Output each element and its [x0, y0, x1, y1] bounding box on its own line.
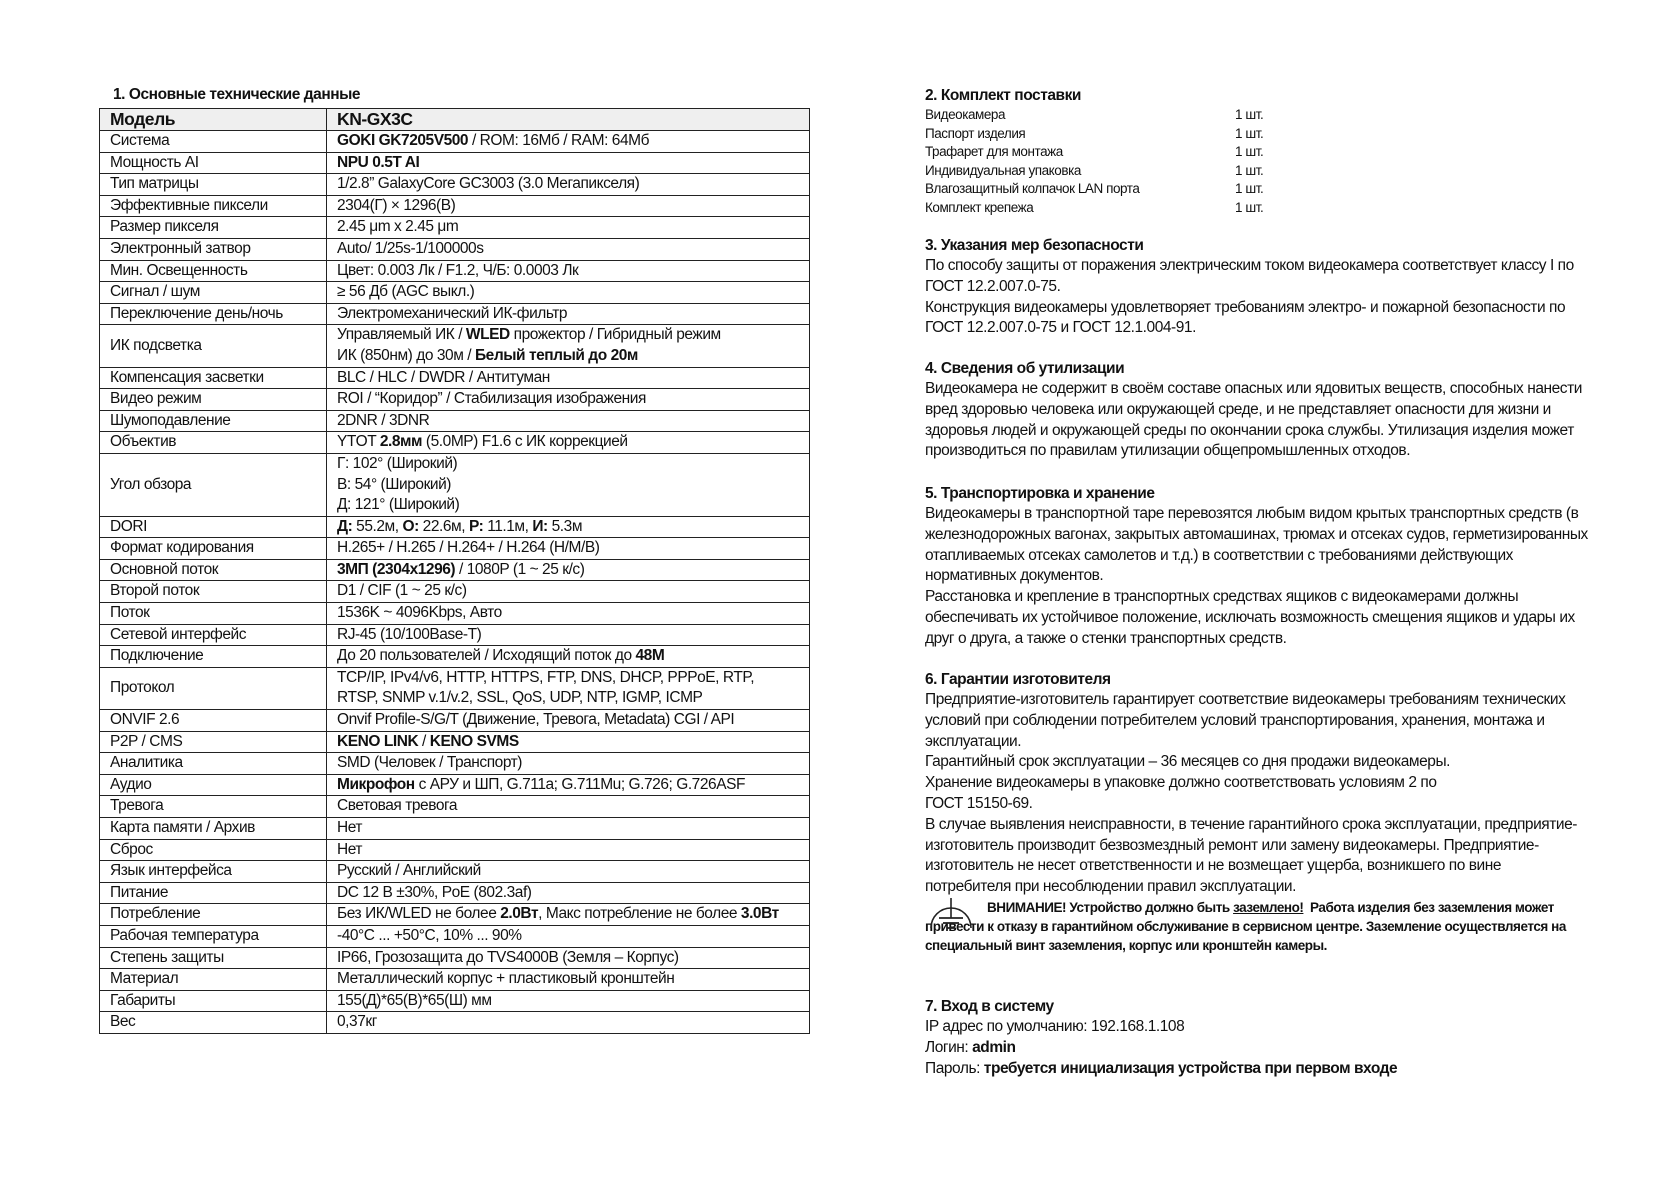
- bold-text: 2.8мм: [379, 433, 423, 451]
- spec-key: Основной поток: [100, 559, 327, 581]
- spec-value: [327, 195, 810, 217]
- spec-row: [100, 731, 810, 753]
- text: Без ИК/WLED не более: [337, 905, 501, 923]
- spec-value: [327, 753, 810, 775]
- text: Управляемый ИК /: [337, 326, 466, 344]
- spec-key: P2P / CMS: [100, 731, 327, 753]
- warning-line-1: ВНИМАНИЕ! Устройство должно быть заземлено! Работа изделия без заземления может: [987, 900, 1554, 915]
- kit-item: [925, 199, 1625, 218]
- spec-value-line: [337, 926, 809, 947]
- spec-key: Компенсация засветки: [100, 367, 327, 389]
- text: RTSP, SNMP v.1/v.2, SSL, QoS, UDP, NTP, IGMP, ICMP: [337, 689, 703, 707]
- spec-key: Вес: [100, 1012, 327, 1034]
- spec-value-line: [337, 904, 809, 925]
- warranty-title: 6. Гарантии изготовителя: [925, 671, 1111, 688]
- spec-row: [100, 195, 810, 217]
- text: 55.2м,: [352, 517, 403, 535]
- text: прожектор / Гибридный режим: [509, 326, 721, 344]
- spec-value-line: [337, 732, 809, 753]
- spec-row: [100, 538, 810, 560]
- spec-row: [100, 925, 810, 947]
- spec-key: DORI: [100, 516, 327, 538]
- text: / 1080P (1 ~ 25 к/с): [455, 560, 585, 578]
- spec-value: [327, 646, 810, 668]
- spec-row: [100, 796, 810, 818]
- spec-row: [100, 410, 810, 432]
- ground-symbol-icon: [927, 896, 975, 936]
- spec-value: [327, 325, 810, 367]
- kit-item-qty: 1 шт.: [1235, 144, 1264, 160]
- bold-text: Р:: [468, 517, 484, 535]
- text: YTOT: [337, 433, 380, 451]
- spec-row: [100, 603, 810, 625]
- spec-value-line: [337, 282, 809, 303]
- text: 5.3м: [547, 517, 583, 535]
- spec-value-line: [337, 517, 809, 538]
- spec-key: Сброс: [100, 839, 327, 861]
- text: Нет: [337, 819, 363, 836]
- text: Нет: [337, 840, 363, 858]
- spec-value-line: [337, 475, 809, 496]
- spec-value: [327, 174, 810, 196]
- spec-value: [327, 990, 810, 1012]
- spec-key: Эффективные пиксели: [100, 195, 327, 217]
- spec-value-line: [337, 538, 809, 559]
- spec-key: Второй поток: [100, 581, 327, 603]
- kit-item-qty: 1 шт.: [1235, 125, 1264, 141]
- kit-section: [925, 86, 1625, 218]
- spec-value-line: [337, 1012, 809, 1033]
- spec-key: Переключение день/ночь: [100, 303, 327, 325]
- spec-value-line: [337, 948, 809, 969]
- spec-value-line: [337, 840, 809, 861]
- spec-value: [327, 796, 810, 818]
- spec-row: [100, 710, 810, 732]
- text: с АРУ и ШП, G.711a; G.711Mu; G.726; G.726ASF: [414, 775, 745, 793]
- spec-value-line: [337, 325, 809, 346]
- spec-row: [100, 303, 810, 325]
- spec-value-line: [337, 217, 809, 238]
- text: D1 / CIF (1 ~ 25 к/с): [337, 582, 467, 600]
- spec-value: [327, 624, 810, 646]
- spec-value-line: [337, 196, 809, 217]
- spec-value: [327, 432, 810, 454]
- spec-value-line: [337, 411, 809, 432]
- spec-value-line: [337, 969, 809, 990]
- default-login: Логин: admin: [925, 1038, 1016, 1056]
- spec-value-line: [337, 560, 809, 581]
- spec-value-line: [337, 796, 809, 817]
- text: Световая тревога: [337, 797, 458, 815]
- bold-text: Белый теплый до 20м: [474, 346, 638, 364]
- text: Цвет: 0.003 Лк / F1.2, Ч/Б: 0.0003 Лк: [337, 261, 579, 279]
- spec-row: [100, 882, 810, 904]
- text: RJ-45 (10/100Base-T): [337, 625, 482, 643]
- spec-row: [100, 238, 810, 260]
- spec-value: [327, 603, 810, 625]
- spec-key: Сигнал / шум: [100, 282, 327, 304]
- warning-line-3: специальный винт заземления, корпус или кронштейн камеры.: [925, 938, 1327, 954]
- text: 2.45 μm x 2.45 μm: [337, 218, 459, 236]
- spec-value-line: [337, 668, 809, 689]
- spec-value: [327, 282, 810, 304]
- spec-section-title: 1. Основные технические данные: [113, 86, 361, 103]
- spec-row: [100, 367, 810, 389]
- spec-key: Аудио: [100, 774, 327, 796]
- disposal-text: Видеокамера не содержит в своём составе опасных или ядовитых веществ, способных нанести вред здоровью человека или окружающей среде, и не представляет опасности для жизни и здоровья людей и окружающей среды по окончании срока службы. Утилизация изделия может производиться по правилам утилизации общепромышленных отходов.: [925, 380, 1582, 460]
- kit-item-name: Влагозащитный колпачок LAN порта: [925, 181, 1140, 197]
- spec-key: Рабочая температура: [100, 925, 327, 947]
- spec-value-line: [337, 131, 809, 152]
- spec-row: [100, 559, 810, 581]
- spec-key: ИК подсветка: [100, 325, 327, 367]
- spec-value: [327, 152, 810, 174]
- spec-key: Подключение: [100, 646, 327, 668]
- spec-row: [100, 453, 810, 516]
- text: /: [418, 732, 430, 750]
- kit-item: [925, 106, 1625, 125]
- spec-key: Шумоподавление: [100, 410, 327, 432]
- kit-item-name: Паспорт изделия: [925, 125, 1026, 141]
- spec-value-line: [337, 304, 809, 325]
- spec-row: [100, 861, 810, 883]
- spec-key: Формат кодирования: [100, 538, 327, 560]
- spec-value: [327, 667, 810, 709]
- spec-key: Потребление: [100, 904, 327, 926]
- spec-value: [327, 303, 810, 325]
- spec-row: [100, 818, 810, 840]
- kit-item-qty: 1 шт.: [1235, 199, 1264, 215]
- spec-value: [327, 839, 810, 861]
- kit-item: [925, 143, 1625, 162]
- spec-row: [100, 174, 810, 196]
- spec-row: [100, 839, 810, 861]
- bold-text: 3МП (2304x1296): [337, 560, 456, 578]
- text: 2DNR / 3DNR: [337, 411, 430, 429]
- spec-key: Мощность AI: [100, 152, 327, 174]
- text: BLC / HLC / DWDR / Антитуман: [337, 368, 550, 386]
- spec-value-line: [337, 991, 809, 1012]
- warranty-text: Предприятие-изготовитель гарантирует соответствие видеокамеры требованиям технических условий при соблюдении потребителем условий транспортирования, хранения, монтажа и эксплуатации. Гарантийный срок эксплуатации – 36 месяцев со дня продажи видеокамеры. Хранение видеокамеры в упаковке должно соответствовать условиям 2 по ГОСТ 15150-69. В случае выявления неисправности, в течение гарантийного срока эксплуатации, предприятие- изготовитель производит безвозмездный ремонт или замену видеокамеры. Предприятие- изготовитель не несет ответственности и не возмещает ущерба, возникшего по вине потребителя при несоблюдении правил эксплуатации.: [925, 691, 1577, 896]
- text: DC 12 В ±30%, PoE (802.3af): [337, 883, 532, 901]
- spec-row: [100, 904, 810, 926]
- spec-value-line: [337, 883, 809, 904]
- spec-value: [327, 1012, 810, 1034]
- text: ≥ 56 Дб (AGC выкл.): [337, 283, 475, 301]
- text: Д: 121° (Широкий): [337, 496, 460, 514]
- spec-value: [327, 410, 810, 432]
- spec-value: [327, 731, 810, 753]
- bold-text: GOKI GK7205V500: [337, 132, 469, 149]
- spec-value-line: [337, 239, 809, 260]
- spec-row: [100, 624, 810, 646]
- kit-list: [925, 106, 1625, 218]
- bold-text: KENO SVMS: [429, 732, 519, 750]
- spec-value-line: [337, 861, 809, 882]
- warranty-section: [925, 670, 1625, 898]
- spec-key: Тревога: [100, 796, 327, 818]
- spec-value-line: [337, 432, 809, 453]
- spec-value: [327, 774, 810, 796]
- spec-row: [100, 646, 810, 668]
- disposal-section: [925, 359, 1625, 462]
- spec-key: Аналитика: [100, 753, 327, 775]
- spec-value: [327, 969, 810, 991]
- text: IP66, Грозозащита до TVS4000В (Земля – Корпус): [337, 948, 679, 966]
- bold-text: NPU 0.5T AI: [337, 153, 420, 171]
- spec-key: Размер пикселя: [100, 217, 327, 239]
- bold-text: Д:: [337, 517, 353, 535]
- bold-text: 2.0Вт: [500, 905, 539, 923]
- spec-value-line: [337, 261, 809, 282]
- safety-section: [925, 236, 1625, 339]
- bold-text: 48М: [635, 647, 665, 665]
- spec-value: [327, 818, 810, 840]
- spec-row: [100, 432, 810, 454]
- default-ip: IP адрес по умолчанию: 192.168.1.108: [925, 1018, 1185, 1035]
- text: -40°C ... +50°C, 10% ... 90%: [337, 926, 522, 944]
- spec-value: [327, 538, 810, 560]
- spec-key: Сетевой интерфейс: [100, 624, 327, 646]
- transport-section: [925, 484, 1625, 650]
- spec-value: [327, 559, 810, 581]
- text: Электромеханический ИК-фильтр: [337, 304, 568, 322]
- kit-item-name: Комплект крепежа: [925, 199, 1034, 215]
- spec-key: Система: [100, 131, 327, 153]
- kit-item-qty: 1 шт.: [1235, 162, 1264, 178]
- spec-value: [327, 861, 810, 883]
- spec-row: [100, 667, 810, 709]
- login-section: [925, 997, 1625, 1079]
- spec-row: [100, 389, 810, 411]
- spec-key: Поток: [100, 603, 327, 625]
- text: До 20 пользователей / Исходящий поток до: [337, 647, 636, 665]
- safety-text: По способу защиты от поражения электрическим током видеокамера соответствует классу I по ГОСТ 12.2.007.0-75. Конструкция видеокамеры удовлетворяет требованиям электро- и пожарной безопасности по ГОСТ 12.2.007.0-75 и ГОСТ 12.1.004-91.: [925, 257, 1574, 337]
- text: (5.0MP) F1.6 с ИК коррекцией: [422, 433, 628, 451]
- disposal-title: 4. Сведения об утилизации: [925, 360, 1125, 377]
- bold-text: И:: [532, 517, 548, 535]
- bold-text: Микрофон: [337, 775, 415, 793]
- text: Русский / Английский: [337, 862, 481, 880]
- spec-value-line: [337, 153, 809, 174]
- spec-key: Электронный затвор: [100, 238, 327, 260]
- spec-value: [327, 710, 810, 732]
- spec-key: Габариты: [100, 990, 327, 1012]
- warning-line-2: привести к отказу в гарантийном обслуживание в сервисном центре. Заземление осуществляется на: [925, 919, 1566, 935]
- spec-key: Угол обзора: [100, 453, 327, 516]
- spec-value: [327, 217, 810, 239]
- bold-text: О:: [402, 517, 419, 535]
- text: 1/2.8” GalaxyCore GC3003 (3.0 Мегапикселя): [337, 175, 640, 193]
- spec-row: [100, 969, 810, 991]
- transport-title: 5. Транспортировка и хранение: [925, 485, 1155, 502]
- spec-row: [100, 282, 810, 304]
- spec-value: [327, 947, 810, 969]
- spec-key: Объектив: [100, 432, 327, 454]
- spec-value-line: [337, 625, 809, 646]
- spec-key: Карта памяти / Архив: [100, 818, 327, 840]
- spec-value: [327, 453, 810, 516]
- spec-key: Язык интерфейса: [100, 861, 327, 883]
- text: Onvif Profile-S/G/T (Движение, Тревога, Metadata) CGI / API: [337, 711, 735, 729]
- kit-item: [925, 180, 1625, 199]
- bold-text: KENO LINK: [337, 732, 419, 750]
- spec-value-line: [337, 581, 809, 602]
- spec-table: [99, 108, 810, 1034]
- spec-value-line: [337, 646, 809, 667]
- kit-item-qty: 1 шт.: [1235, 107, 1264, 122]
- text: 11.1м,: [483, 517, 533, 535]
- spec-row: [100, 152, 810, 174]
- spec-value-line: [337, 346, 809, 367]
- header-key: Модель: [100, 109, 327, 131]
- safety-title: 3. Указания мер безопасности: [925, 237, 1144, 254]
- spec-row: [100, 774, 810, 796]
- spec-value-line: [337, 368, 809, 389]
- default-password: Пароль: требуется инициализация устройства при первом входе: [925, 1059, 1398, 1077]
- text: 0,37кг: [337, 1013, 377, 1031]
- spec-value: [327, 260, 810, 282]
- spec-key: Тип матрицы: [100, 174, 327, 196]
- text: / ROM: 16Мб / RAM: 64Мб: [468, 132, 650, 149]
- text: Металлический корпус + пластиковый кронштейн: [337, 970, 675, 988]
- spec-row: [100, 947, 810, 969]
- spec-value-line: [337, 818, 809, 839]
- text: Auto/ 1/25s-1/100000s: [337, 239, 484, 257]
- spec-row: [100, 217, 810, 239]
- kit-item-qty: 1 шт.: [1235, 181, 1264, 197]
- spec-key: Протокол: [100, 667, 327, 709]
- spec-row: [100, 753, 810, 775]
- bold-text: WLED: [465, 326, 510, 344]
- spec-value-line: [337, 454, 809, 475]
- text: 22.6м,: [418, 517, 469, 535]
- spec-row: [100, 990, 810, 1012]
- text: ИК (850нм) до 30м /: [337, 346, 475, 364]
- kit-item-name: Индивидуальная упаковка: [925, 162, 1081, 178]
- spec-value: [327, 367, 810, 389]
- grounding-warning: [925, 898, 1625, 956]
- spec-key: Питание: [100, 882, 327, 904]
- spec-value-line: [337, 688, 809, 709]
- spec-value-line: [337, 753, 809, 774]
- transport-text: Видеокамеры в транспортной таре перевозятся любым видом крытых транспортных средств (в железнодорожных вагонах, закрытых автомашинах, трюмах и отсеках судов, герметизированных отапливаемых отсеках самолетов и т.д.) в соответствии с требованиями действующих нормативных документов. Расстановка и крепление в транспортных средствах ящиков с видеокамерами должны обеспечивать их устойчивое положение, исключать возможность смещения ящиков и удары их друг о друга, а также о стенки транспортных средств.: [925, 505, 1588, 647]
- spec-key: ONVIF 2.6: [100, 710, 327, 732]
- spec-value: [327, 516, 810, 538]
- spec-row: [100, 516, 810, 538]
- spec-row: [100, 325, 810, 367]
- text: ROI / “Коридор” / Стабилизация изображения: [337, 390, 646, 408]
- spec-value-line: [337, 603, 809, 624]
- kit-item: [925, 125, 1625, 144]
- text: Г: 102° (Широкий): [337, 454, 458, 472]
- spec-value: [327, 904, 810, 926]
- spec-row: [100, 131, 810, 153]
- kit-title: 2. Комплект поставки: [925, 87, 1081, 104]
- spec-header-row: [100, 109, 810, 131]
- text: SMD (Человек / Транспорт): [337, 754, 523, 772]
- text: H.265+ / H.265 / H.264+ / H.264 (H/M/B): [337, 539, 600, 557]
- spec-key: Видео режим: [100, 389, 327, 411]
- spec-row: [100, 260, 810, 282]
- spec-value: [327, 581, 810, 603]
- login-title: 7. Вход в систему: [925, 998, 1054, 1015]
- text: 2304(Г) × 1296(В): [337, 196, 456, 214]
- text: 155(Д)*65(В)*65(Ш) мм: [337, 991, 492, 1009]
- spec-row: [100, 1012, 810, 1034]
- spec-value-line: [337, 174, 809, 195]
- spec-value-line: [337, 775, 809, 796]
- kit-item: [925, 162, 1625, 181]
- text: , Макс потребление не более: [538, 905, 741, 923]
- text: В: 54° (Широкий): [337, 475, 452, 493]
- spec-value: [327, 389, 810, 411]
- spec-value: [327, 131, 810, 153]
- spec-value-line: [337, 495, 809, 516]
- kit-item-name: Видеокамера: [925, 107, 1006, 122]
- spec-value: [327, 238, 810, 260]
- text: TCP/IP, IPv4/v6, HTTP, HTTPS, FTP, DNS, DHCP, PPPoE, RTP,: [337, 668, 755, 686]
- spec-value-line: [337, 389, 809, 410]
- kit-item-name: Трафарет для монтажа: [925, 144, 1063, 160]
- text: 1536K ~ 4096Kbps, Авто: [337, 604, 502, 622]
- spec-value: [327, 882, 810, 904]
- spec-key: Степень защиты: [100, 947, 327, 969]
- spec-key: Мин. Освещенность: [100, 260, 327, 282]
- bold-text: 3.0Вт: [740, 905, 779, 923]
- header-value: KN-GX3C: [327, 109, 810, 131]
- spec-value-line: [337, 710, 809, 731]
- spec-row: [100, 581, 810, 603]
- spec-key: Материал: [100, 969, 327, 991]
- spec-value: [327, 925, 810, 947]
